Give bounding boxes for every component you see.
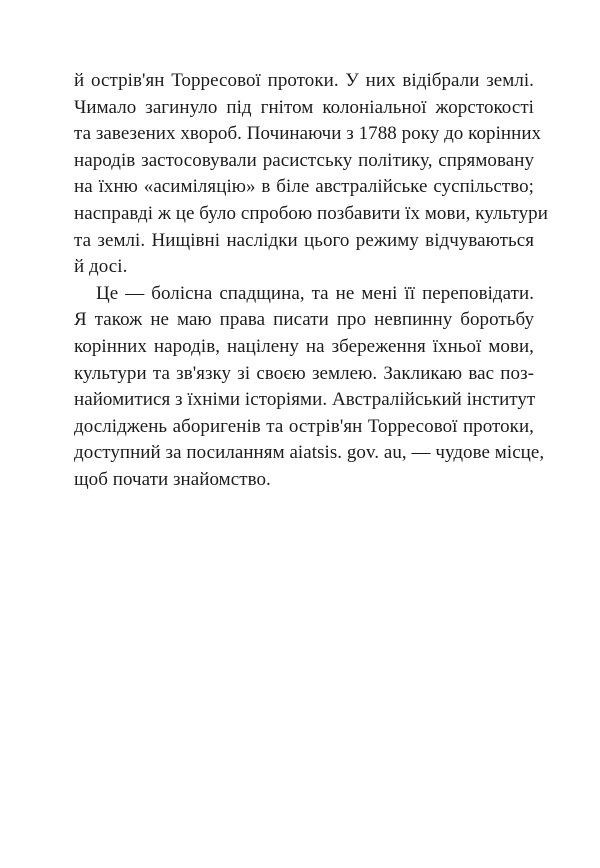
text-line: культури та зв'язку зі своєю землею. Закликаю вас поз- — [74, 362, 534, 384]
text-line: на їхню «асиміляцію» в біле австралійське суспільство; — [74, 176, 534, 198]
text-line: корінних народів, націлену на збереження їхньої мови, — [74, 335, 534, 357]
text-line: Це — болісна спадщина, та не мені її переповідати. — [96, 282, 534, 304]
text-line: й досі. — [74, 256, 128, 278]
text-line: Я також не маю права писати про невпинну боротьбу — [74, 309, 534, 331]
paragraph-1 — [74, 68, 548, 281]
text-line: доступний за посиланням aiatsis. gov. au, — чудове місце, — [74, 442, 545, 464]
text-line: Чимало загинуло під гнітом колоніальної жорстокості — [74, 96, 534, 118]
text-line: та землі. Нищівні наслідки цього режиму відчуваються — [74, 229, 534, 251]
text-line: щоб почати знайомство. — [74, 468, 271, 490]
text-line: народів застосовували расистську політику, спрямовану — [74, 149, 534, 171]
text-line: та завезених хвороб. Починаючи з 1788 року до корінних — [74, 123, 542, 145]
text-line: досліджень аборигенів та острів'ян Торресової протоки, — [74, 415, 534, 437]
paragraph-2 — [74, 281, 545, 494]
text-line: насправді ж це було спробою позбавити їх мови, культури — [74, 202, 548, 224]
body-text — [74, 68, 548, 494]
text-line: й острів'ян Торресової протоки. У них відібрали землі. — [74, 70, 534, 91]
text-line: найомитися з їхніми історіями. Австралійський інститут — [74, 389, 536, 411]
